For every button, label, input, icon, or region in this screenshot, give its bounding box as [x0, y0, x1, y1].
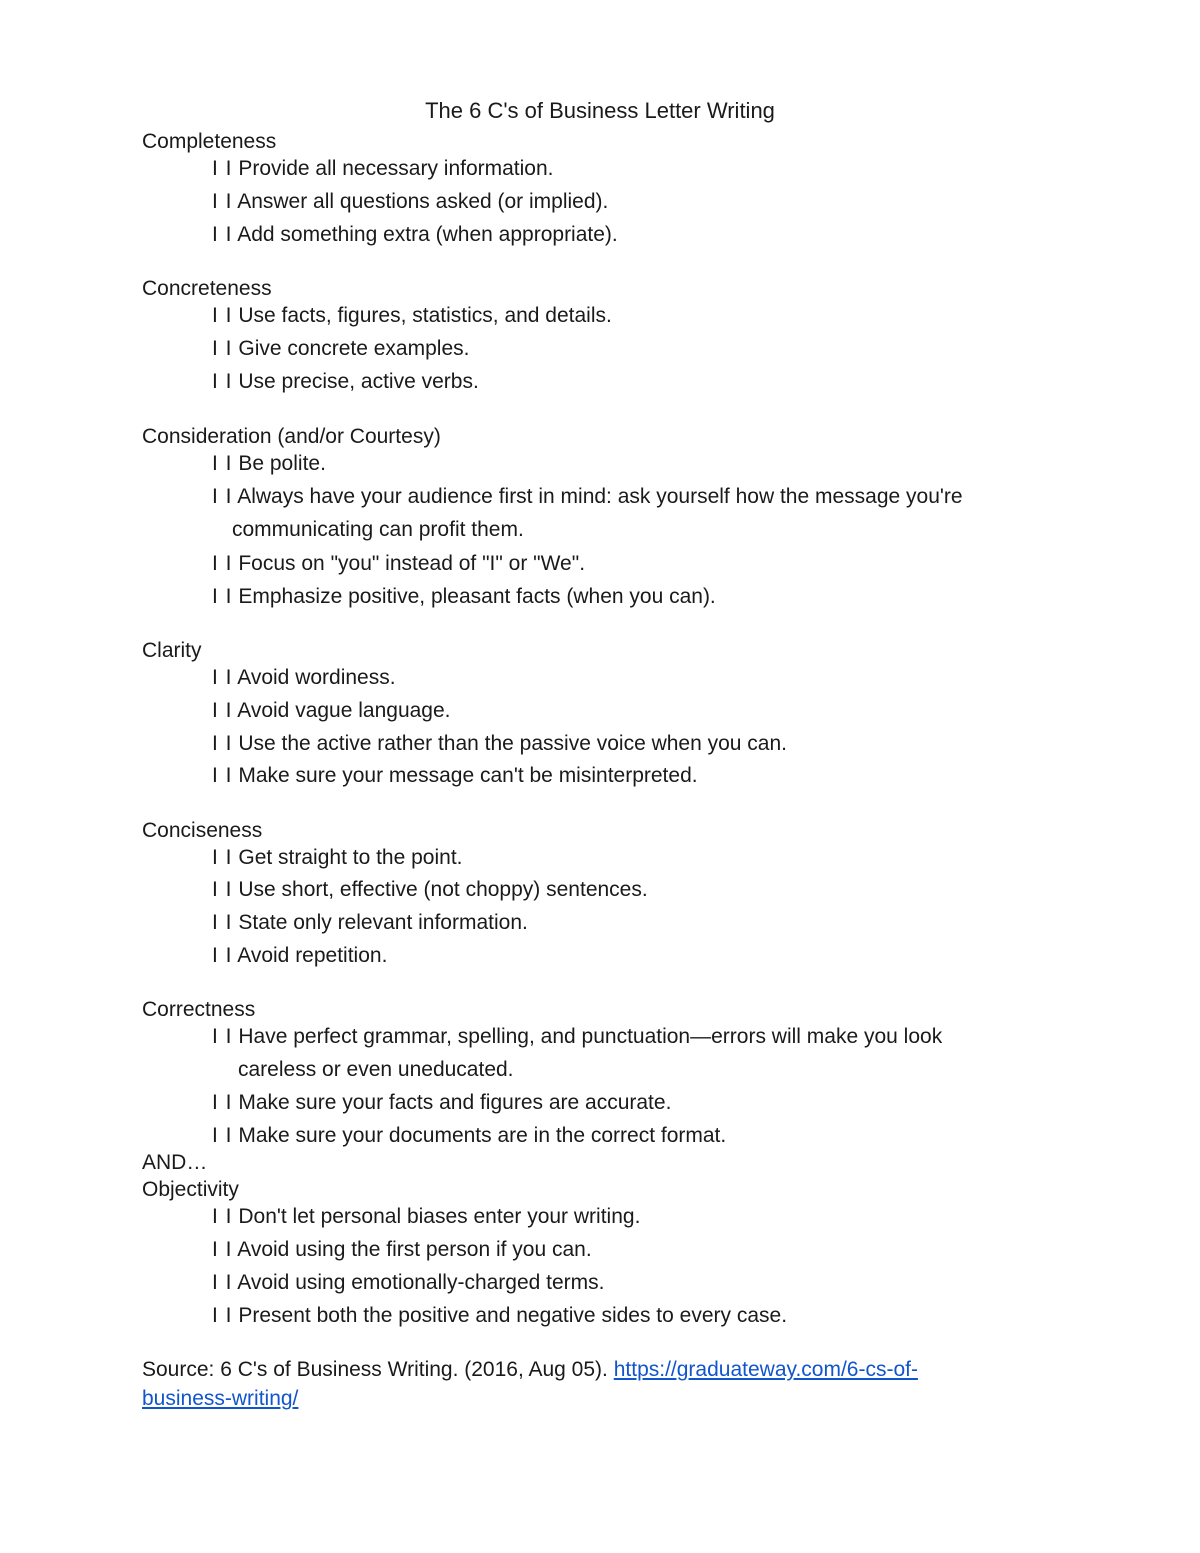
list-item: I I Make sure your documents are in the correct format.: [212, 1124, 727, 1147]
bullet-marker: I I: [212, 1238, 233, 1261]
bullet-marker: I I: [212, 1271, 233, 1294]
section-heading-completeness: Completeness: [142, 130, 277, 153]
source-text: 6 C's of Business Writing. (2016, Aug 05).: [220, 1358, 608, 1381]
bullet-marker: I I: [212, 1025, 233, 1048]
list-item: I I Avoid using the first person if you can.: [212, 1238, 592, 1261]
source-citation: [142, 1356, 918, 1384]
list-item: I I Don't let personal biases enter your writing.: [212, 1205, 641, 1228]
source-link[interactable]: https://graduateway.com/6-cs-of-: [613, 1358, 918, 1381]
bullet-marker: I I: [212, 485, 233, 508]
list-item: I I Make sure your facts and figures are accurate.: [212, 1091, 672, 1114]
bullet-marker: I I: [212, 732, 233, 755]
list-item: I I Avoid repetition.: [212, 944, 388, 967]
section-heading-clarity: Clarity: [142, 639, 202, 662]
list-item: I I Be polite.: [212, 452, 326, 475]
bullet-marker: I I: [212, 452, 233, 475]
bullet-marker: I I: [212, 666, 233, 689]
bullet-marker: I I: [212, 190, 233, 213]
section-heading-conciseness: Conciseness: [142, 819, 263, 842]
list-item: I I Get straight to the point.: [212, 846, 463, 869]
list-item: I I Focus on "you" instead of "I" or "We".: [212, 552, 586, 575]
list-item: I I Emphasize positive, pleasant facts (when you can).: [212, 585, 716, 608]
list-item: I I Provide all necessary information.: [212, 157, 554, 180]
bullet-marker: I I: [212, 337, 233, 360]
list-item: I I Avoid wordiness.: [212, 666, 396, 689]
source-link-continuation[interactable]: business-writing/: [142, 1387, 299, 1410]
list-item: I I Give concrete examples.: [212, 337, 470, 360]
bullet-marker: I I: [212, 585, 233, 608]
list-item: I I Make sure your message can't be misinterpreted.: [212, 764, 698, 787]
bullet-marker: I I: [212, 223, 233, 246]
list-item: I I Avoid vague language.: [212, 699, 451, 722]
bullet-marker: I I: [212, 699, 233, 722]
bullet-marker: I I: [212, 1124, 233, 1147]
list-item: I I Use precise, active verbs.: [212, 370, 479, 393]
list-item: I I Avoid using emotionally-charged terms.: [212, 1271, 605, 1294]
list-item: I I Use short, effective (not choppy) sentences.: [212, 878, 648, 901]
bullet-marker: I I: [212, 1205, 233, 1228]
list-item: I I Use the active rather than the passive voice when you can.: [212, 732, 788, 755]
bullet-marker: I I: [212, 1304, 233, 1327]
bullet-marker: I I: [212, 552, 233, 575]
bullet-marker: I I: [212, 1091, 233, 1114]
list-item: I I Answer all questions asked (or implied).: [212, 190, 609, 213]
source-label: Source:: [142, 1358, 215, 1381]
bullet-marker: I I: [212, 370, 233, 393]
section-heading-objectivity: Objectivity: [142, 1178, 239, 1201]
section-heading-correctness: Correctness: [142, 998, 256, 1021]
document-title: The 6 C's of Business Letter Writing: [425, 98, 775, 123]
bullet-marker: I I: [212, 157, 233, 180]
bullet-marker: I I: [212, 304, 233, 327]
and-label: AND…: [142, 1151, 208, 1174]
list-item: I I Add something extra (when appropriate).: [212, 223, 618, 246]
section-heading-consideration: Consideration (and/or Courtesy): [142, 425, 441, 448]
list-item: I I Present both the positive and negative sides to every case.: [212, 1304, 788, 1327]
bullet-marker: I I: [212, 764, 233, 787]
bullet-marker: I I: [212, 911, 233, 934]
list-item: I I State only relevant information.: [212, 911, 528, 934]
list-item: I I Always have your audience first in mind: ask yourself how the message you're: [212, 485, 963, 508]
list-item-continuation: careless or even uneducated.: [238, 1058, 514, 1081]
section-heading-concreteness: Concreteness: [142, 277, 272, 300]
list-item-continuation: communicating can profit them.: [232, 518, 524, 541]
list-item: I I Have perfect grammar, spelling, and punctuation—errors will make you look: [212, 1025, 943, 1048]
bullet-marker: I I: [212, 846, 233, 869]
bullet-marker: I I: [212, 878, 233, 901]
list-item: I I Use facts, figures, statistics, and details.: [212, 304, 612, 327]
bullet-marker: I I: [212, 944, 233, 967]
